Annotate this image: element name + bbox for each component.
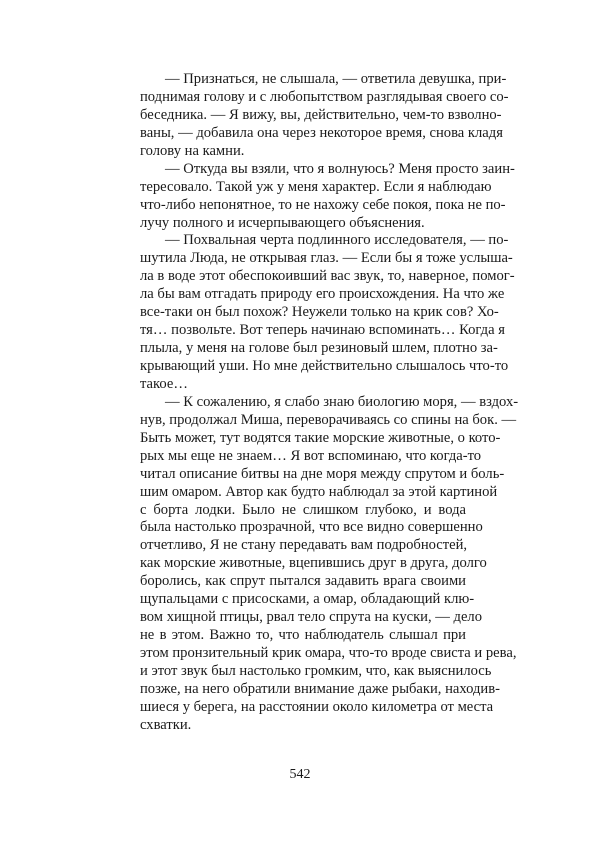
text-line: ваны, — добавила она через некоторое время, снова кладя — [140, 124, 503, 141]
text-line: и этот звук был настолько громким, что, как выяснилось — [140, 662, 492, 679]
text-line: шиеся у берега, на расстоянии около километра от места — [140, 698, 494, 715]
text-line: шим омаром. Автор как будто наблюдал за этой картиной — [140, 483, 498, 500]
text-line: щупальцами с присосками, а омар, обладающий клю- — [140, 591, 475, 608]
text-line: этом пронзительный крик омара, что-то вроде свиста и рева, — [140, 645, 517, 661]
text-line: не в этом. Важно то, что наблюдатель слышал при — [140, 627, 466, 644]
text-line: — Признаться, не слышала, — ответила девушка, при- — [165, 71, 507, 87]
page-text — [140, 71, 519, 735]
text-line: голову на камни. — [140, 142, 245, 159]
paragraph — [140, 160, 515, 233]
text-line: Быть может, тут водятся такие морские животные, о кото- — [140, 429, 501, 446]
text-line: — Похвальная черта подлинного исследователя, — по- — [165, 232, 509, 249]
text-line: — Откуда вы взяли, что я волнуюсь? Меня просто заин- — [165, 160, 515, 177]
paragraph — [140, 232, 515, 393]
text-line: рых мы еще не знаем… Я вот вспоминаю, что когда-то — [140, 447, 482, 464]
text-line: что-либо непонятное, то не нахожу себе покоя, пока не по- — [140, 196, 506, 213]
text-line: как морские животные, вцепившись друг в друга, долго — [140, 555, 487, 572]
text-line: вом хищной птицы, рвал тело спрута на куски, — дело — [140, 609, 483, 626]
text-line: — К сожалению, я слабо знаю биологию моря, — вздох- — [165, 393, 519, 410]
text-line: ла бы вам отгадать природу его происхождения. На что же — [140, 286, 505, 303]
page-number: 542 — [289, 767, 311, 782]
text-line: схватки. — [140, 716, 192, 733]
text-line: была настолько прозрачной, что все видно совершенно — [140, 519, 483, 536]
text-line: плыла, у меня на голове был резиновый шлем, плотно за- — [140, 340, 498, 357]
text-line: лучу полного и исчерпывающего объяснения. — [140, 214, 425, 231]
text-line: боролись, как спрут пытался задавить врага своими — [140, 573, 466, 590]
text-line: тя… позвольте. Вот теперь начинаю вспоминать… Когда я — [140, 322, 505, 339]
text-line: позже, на него обратили внимание даже рыбаки, находив- — [140, 680, 500, 697]
paragraph — [140, 71, 509, 161]
text-line: все-таки он был похож? Неужели только на крик сов? Хо- — [140, 304, 499, 321]
text-line: беседника. — Я вижу, вы, действительно, чем-то взволно- — [140, 106, 502, 123]
text-line: такое… — [140, 375, 188, 392]
text-line: отчетливо, Я не стану передавать вам подробностей, — [140, 537, 468, 554]
text-line: поднимая голову и с любопытством разглядывая своего со- — [140, 88, 509, 105]
text-line: ла в воде этот обеспокоивший вас звук, то, наверное, помог- — [140, 268, 515, 285]
text-line: крывающий уши. Но мне действительно слышалось что-то — [140, 358, 509, 374]
text-line: читал описание битвы на дне моря между спрутом и боль- — [140, 465, 505, 482]
paragraph — [140, 393, 519, 735]
text-line: шутила Люда, не открывая глаз. — Если бы я тоже услыша- — [140, 250, 513, 267]
text-line: тересовало. Такой уж у меня характер. Если я наблюдаю — [140, 178, 492, 195]
text-line: нув, продолжал Миша, переворачиваясь со спины на бок. — — [140, 411, 517, 428]
text-line: с борта лодки. Было не слишком глубоко, и вода — [140, 501, 466, 518]
